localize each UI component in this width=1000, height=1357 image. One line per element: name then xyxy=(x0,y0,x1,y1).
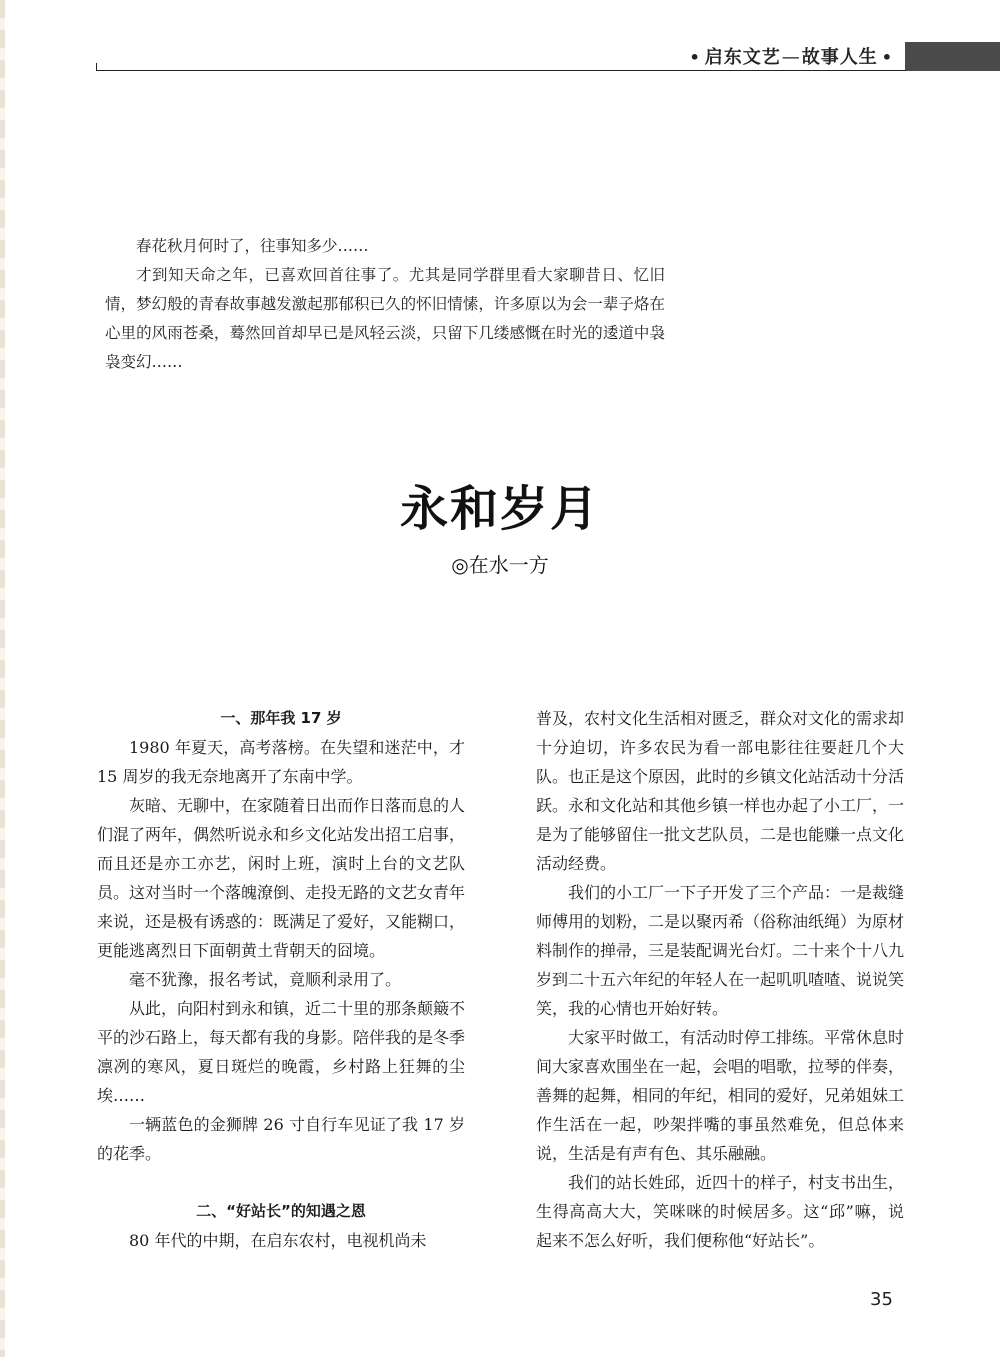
paragraph: 从此，向阳村到永和镇，近二十里的那条颠簸不平的沙石路上，每天都有我的身影。陪伴我的是冬季凛冽的寒风，夏日斑烂的晚霞，乡村路上狂舞的尘埃…… xyxy=(97,999,466,1105)
section-heading-2: 二、“好站长”的知遇之恩 xyxy=(196,1202,366,1220)
article-title: 永和岁月 xyxy=(399,481,600,537)
intro-paragraph-2: 才到知天命之年，已喜欢回首往事了。尤其是同学群里看大家聊昔日、忆旧情，梦幻般的青春故事越发激起那郁积已久的怀旧情愫，许多原以为会一辈子烙在心里的风雨苍桑，蓦然回首却早已是风轻云淡，只留下几缕感慨在时光的逶道中袅袅变幻…… xyxy=(105,266,665,371)
header-separator: — xyxy=(781,47,801,68)
paragraph: 灰暗、无聊中，在家随着日出而作日落而息的人们混了两年，偶然听说永和乡文化站发出招工启事，而且还是亦工亦艺，闲时上班，演时上台的文艺队员。这对当时一个落魄潦倒、走投无路的文艺女青年来说，还是极有诱惑的：既满足了爱好，又能糊口，更能逃离烈日下面朝黄土背朝天的囧境。 xyxy=(97,796,466,960)
page-edge-strip xyxy=(0,0,5,1357)
paragraph: 80 年代的中期，在启东农村，电视机尚未 xyxy=(129,1231,427,1250)
intro-line-1: 春花秋月何时了，往事知多少…… xyxy=(136,237,369,255)
paragraph: 我们的站长姓邱，近四十的样子，村支书出生，生得高高大大，笑咪咪的时候居多。这“邱”嘛，说起来不怎么好听，我们便称他“好站长”。 xyxy=(536,1173,905,1250)
article-author: ◎在水一方 xyxy=(451,553,549,577)
right-column xyxy=(536,704,904,1255)
section-heading-1: 一、那年我 17 岁 xyxy=(220,709,342,727)
intro-block xyxy=(105,232,665,377)
page-number: 35 xyxy=(870,1289,893,1310)
header-rule xyxy=(96,70,906,71)
paragraph: 我们的小工厂一下子开发了三个产品：一是裁缝师傅用的划粉，二是以聚丙希（俗称油纸绳）为原材料制作的掸帚，三是装配调光台灯。二十来个十八九岁到二十五六年纪的年轻人在一起叽叽喳喳、说说笑笑，我的心情也开始好转。 xyxy=(536,883,905,1018)
header-bullet-left: • xyxy=(689,48,701,67)
left-column xyxy=(97,704,465,1255)
header-dark-bar xyxy=(905,42,1000,71)
running-header xyxy=(672,43,897,69)
paragraph-continuation: 普及，农村文化生活相对匮乏，群众对文化的需求却十分迫切，许多农民为看一部电影往往要赶几个大队。也正是这个原因，此时的乡镇文化站活动十分活跃。永和文化站和其他乡镇一样也办起了小工厂，一是为了能够留住一批文艺队员，二是也能赚一点文化活动经费。 xyxy=(536,709,905,873)
header-rule-tick xyxy=(96,63,97,71)
paragraph: 一辆蓝色的金狮牌 26 寸自行车见证了我 17 岁的花季。 xyxy=(97,1115,465,1163)
header-bullet-right: • xyxy=(881,48,893,67)
paragraph: 1980 年夏天，高考落榜。在失望和迷茫中，才 15 周岁的我无奈地离开了东南中学。 xyxy=(97,738,465,786)
header-magazine-name: 启东文艺 xyxy=(704,47,781,68)
header-section-name: 故事人生 xyxy=(801,47,878,68)
paragraph: 毫不犹豫，报名考试，竟顺利录用了。 xyxy=(129,970,402,989)
paragraph: 大家平时做工，有活动时停工排练。平常休息时间大家喜欢围坐在一起，会唱的唱歌，拉琴的伴奏，善舞的起舞，相同的年纪，相同的爱好，兄弟姐妹工作生活在一起，吵架拌嘴的事虽然难免，但总体来说，生活是有声有色、其乐融融。 xyxy=(536,1028,905,1163)
